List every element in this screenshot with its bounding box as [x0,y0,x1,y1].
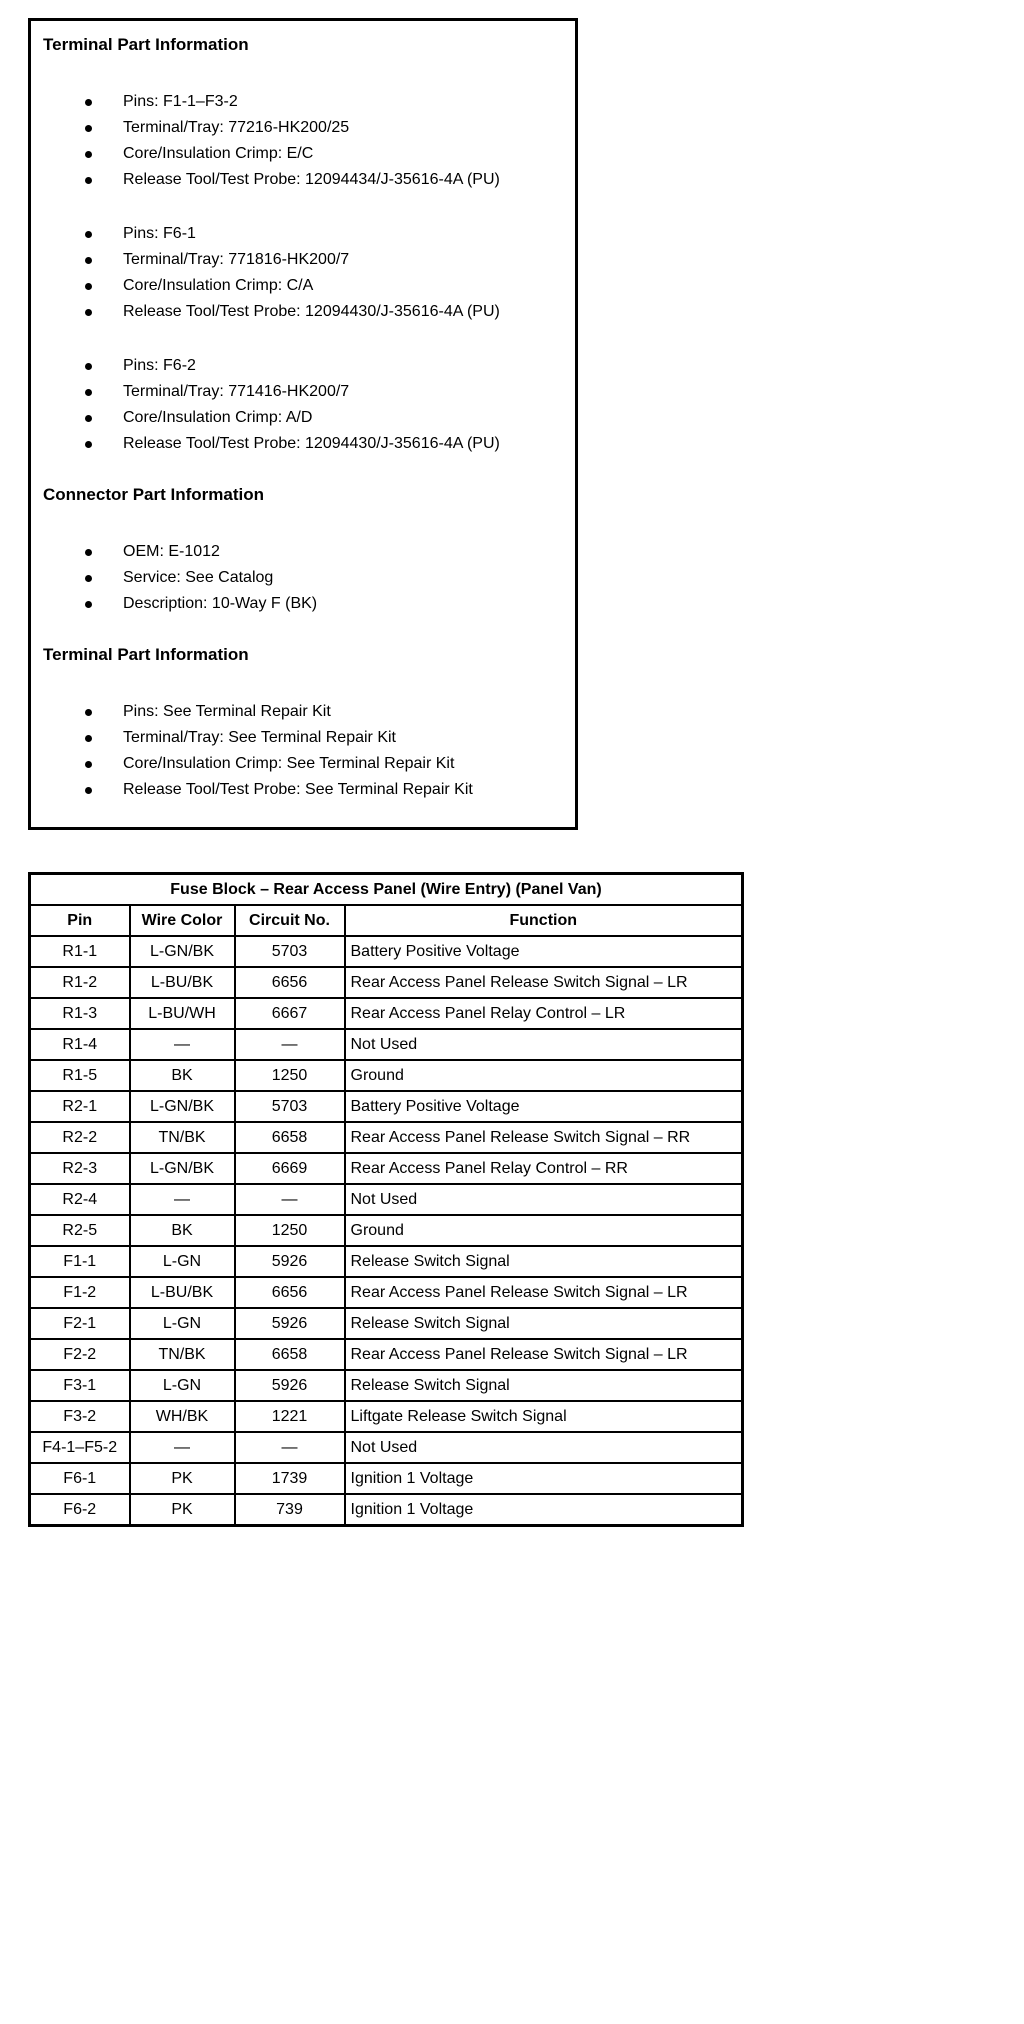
function-cell: Ground [345,1215,743,1246]
pin-cell: R2-1 [30,1091,130,1122]
pin-cell: F3-2 [30,1401,130,1432]
bullet-item: Service: See Catalog [123,565,565,591]
table-row [30,1401,743,1432]
function-cell: Not Used [345,1184,743,1215]
circuit-no-cell: 5926 [235,1308,345,1339]
function-cell: Ignition 1 Voltage [345,1494,743,1526]
table-row [30,1060,743,1091]
wire-color-cell: BK [130,1060,235,1091]
table-row [30,1091,743,1122]
circuit-no-cell: 1221 [235,1401,345,1432]
fuse-table-body [30,936,743,1526]
circuit-no-cell: 5703 [235,936,345,967]
function-cell: Ignition 1 Voltage [345,1463,743,1494]
part-information-box [28,18,578,830]
function-cell: Battery Positive Voltage [345,1091,743,1122]
pin-cell: R1-5 [30,1060,130,1091]
bullet-item: Terminal/Tray: 77216-HK200/25 [123,115,565,141]
function-cell: Release Switch Signal [345,1246,743,1277]
table-row [30,998,743,1029]
circuit-no-cell: 5926 [235,1370,345,1401]
wire-color-cell: L-BU/WH [130,998,235,1029]
column-header-circuit-no: Circuit No. [235,905,345,936]
function-cell: Not Used [345,1432,743,1463]
pin-cell: R2-5 [30,1215,130,1246]
circuit-no-cell: — [235,1184,345,1215]
table-row [30,1122,743,1153]
function-cell: Rear Access Panel Relay Control – RR [345,1153,743,1184]
table-row [30,1339,743,1370]
function-cell: Not Used [345,1029,743,1060]
bullet-list-connector [43,539,565,617]
terminal-part-information-heading: Terminal Part Information [43,35,249,54]
function-cell: Rear Access Panel Release Switch Signal – LR [345,1277,743,1308]
fuse-table-head [30,874,743,937]
table-row [30,1029,743,1060]
bullet-item: Release Tool/Test Probe: 12094430/J-35616-4A (PU) [123,431,565,457]
function-cell: Ground [345,1060,743,1091]
circuit-no-cell: 1250 [235,1215,345,1246]
circuit-no-cell: 5926 [235,1246,345,1277]
table-title-row [30,874,743,906]
table-row [30,1184,743,1215]
pin-cell: F1-1 [30,1246,130,1277]
wire-color-cell: BK [130,1215,235,1246]
function-cell: Release Switch Signal [345,1370,743,1401]
column-header-pin: Pin [30,905,130,936]
bullet-item: Pins: See Terminal Repair Kit [123,699,565,725]
bullet-item: Terminal/Tray: 771816-HK200/7 [123,247,565,273]
pin-cell: R2-2 [30,1122,130,1153]
bullet-item: Description: 10-Way F (BK) [123,591,565,617]
pin-cell: F1-2 [30,1277,130,1308]
bullet-item: Terminal/Tray: 771416-HK200/7 [123,379,565,405]
pin-cell: R1-4 [30,1029,130,1060]
pin-cell: F2-2 [30,1339,130,1370]
wire-color-cell: PK [130,1494,235,1526]
table-row [30,1215,743,1246]
bullet-item: Release Tool/Test Probe: 12094434/J-35616-4A (PU) [123,167,565,193]
wire-color-cell: WH/BK [130,1401,235,1432]
pin-cell: F6-1 [30,1463,130,1494]
bullet-item: Core/Insulation Crimp: See Terminal Repair Kit [123,751,565,777]
pin-cell: R1-1 [30,936,130,967]
wire-color-cell: L-GN/BK [130,936,235,967]
circuit-no-cell: 739 [235,1494,345,1526]
wire-color-cell: L-GN/BK [130,1091,235,1122]
bullet-item: Pins: F6-1 [123,221,565,247]
table-row [30,1370,743,1401]
wire-color-cell: — [130,1184,235,1215]
wire-color-cell: — [130,1432,235,1463]
pin-cell: F2-1 [30,1308,130,1339]
pin-cell: F3-1 [30,1370,130,1401]
wire-color-cell: L-GN [130,1308,235,1339]
bullet-item: Terminal/Tray: See Terminal Repair Kit [123,725,565,751]
function-cell: Rear Access Panel Relay Control – LR [345,998,743,1029]
circuit-no-cell: 1739 [235,1463,345,1494]
circuit-no-cell: — [235,1432,345,1463]
bullet-list-pins-f6-1 [43,221,565,325]
column-header-function: Function [345,905,743,936]
wire-color-cell: L-GN [130,1246,235,1277]
wire-color-cell: L-BU/BK [130,967,235,998]
wire-color-cell: TN/BK [130,1122,235,1153]
wire-color-cell: PK [130,1463,235,1494]
wire-color-cell: — [130,1029,235,1060]
function-cell: Release Switch Signal [345,1308,743,1339]
circuit-no-cell: 6656 [235,1277,345,1308]
table-row [30,1153,743,1184]
bullet-item: Core/Insulation Crimp: E/C [123,141,565,167]
pin-cell: R1-3 [30,998,130,1029]
circuit-no-cell: 5703 [235,1091,345,1122]
terminal-part-information-heading-2: Terminal Part Information [43,645,249,664]
column-header-wire-color: Wire Color [130,905,235,936]
function-cell: Rear Access Panel Release Switch Signal – RR [345,1122,743,1153]
bullet-list-pins-f1 [43,89,565,193]
function-cell: Rear Access Panel Release Switch Signal – LR [345,1339,743,1370]
wire-color-cell: L-GN [130,1370,235,1401]
pin-cell: R2-4 [30,1184,130,1215]
function-cell: Battery Positive Voltage [345,936,743,967]
pin-cell: F4-1–F5-2 [30,1432,130,1463]
table-row [30,936,743,967]
table-header-row [30,905,743,936]
circuit-no-cell: — [235,1029,345,1060]
table-title: Fuse Block – Rear Access Panel (Wire Entry) (Panel Van) [30,874,743,906]
circuit-no-cell: 6658 [235,1339,345,1370]
table-row [30,1463,743,1494]
bullet-list-repair-kit [43,699,565,803]
wire-color-cell: L-GN/BK [130,1153,235,1184]
pin-cell: F6-2 [30,1494,130,1526]
table-row [30,1277,743,1308]
pin-cell: R2-3 [30,1153,130,1184]
table-row [30,1308,743,1339]
function-cell: Liftgate Release Switch Signal [345,1401,743,1432]
table-row [30,1432,743,1463]
bullet-item: Pins: F6-2 [123,353,565,379]
circuit-no-cell: 6669 [235,1153,345,1184]
circuit-no-cell: 6656 [235,967,345,998]
circuit-no-cell: 6667 [235,998,345,1029]
table-row [30,1494,743,1526]
circuit-no-cell: 6658 [235,1122,345,1153]
table-row [30,967,743,998]
table-row [30,1246,743,1277]
wire-color-cell: L-BU/BK [130,1277,235,1308]
function-cell: Rear Access Panel Release Switch Signal – LR [345,967,743,998]
bullet-item: Core/Insulation Crimp: A/D [123,405,565,431]
fuse-block-table [28,872,744,1527]
circuit-no-cell: 1250 [235,1060,345,1091]
wire-color-cell: TN/BK [130,1339,235,1370]
bullet-item: Pins: F1-1–F3-2 [123,89,565,115]
bullet-list-pins-f6-2 [43,353,565,457]
bullet-item: Release Tool/Test Probe: See Terminal Repair Kit [123,777,565,803]
bullet-item: Release Tool/Test Probe: 12094430/J-35616-4A (PU) [123,299,565,325]
connector-part-information-heading: Connector Part Information [43,485,265,504]
bullet-item: OEM: E-1012 [123,539,565,565]
bullet-item: Core/Insulation Crimp: C/A [123,273,565,299]
pin-cell: R1-2 [30,967,130,998]
